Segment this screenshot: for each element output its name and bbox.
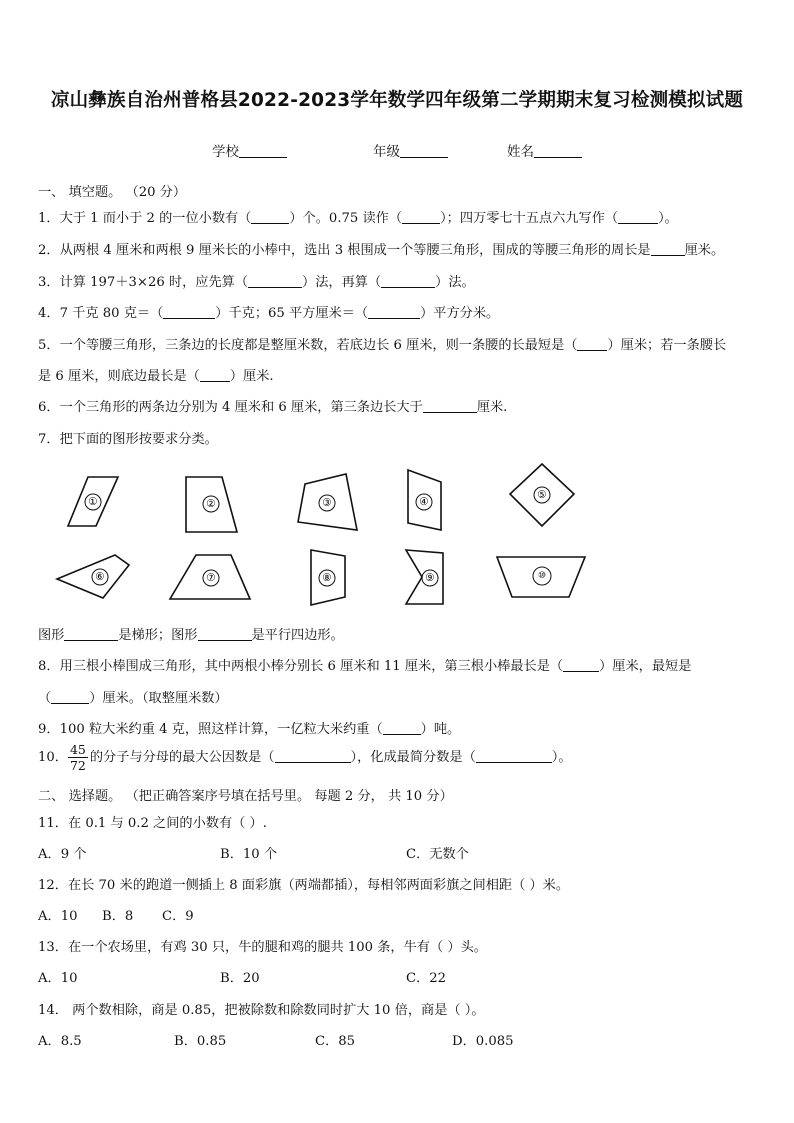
- shape-7: [170, 555, 250, 599]
- grade-label: 年级: [373, 144, 400, 160]
- answer-blank[interactable]: [200, 367, 230, 382]
- school-label: 学校: [212, 144, 239, 160]
- shape-label: ①: [88, 496, 98, 508]
- answer-blank[interactable]: [64, 626, 118, 641]
- answer-blank[interactable]: [563, 657, 599, 672]
- question-3: 3．计算 197＋3×26 时，应先算（ ）法，再算（ ）法。: [38, 275, 475, 290]
- answer-blank[interactable]: [251, 209, 289, 224]
- question-8-cont: （ ）厘米。（取整厘米数）: [38, 691, 228, 706]
- grade-field: [373, 140, 448, 160]
- name-label: 姓名: [507, 144, 534, 160]
- option-c[interactable]: C．无数个: [406, 847, 469, 862]
- shape-label: ④: [419, 496, 429, 508]
- option-b[interactable]: B．20: [220, 971, 260, 986]
- question-12: 12．在长 70 米的跑道一侧插上 8 面彩旗（两端都插），每相邻两面彩旗之间相距（ ）米。: [38, 878, 570, 893]
- shape-4: [408, 470, 441, 530]
- question-14: 14． 两个数相除，商是 0.85，把被除数和除数同时扩大 10 倍，商是（ ）。: [38, 1003, 485, 1018]
- shape-6: [57, 555, 129, 598]
- shape-5: [510, 464, 574, 526]
- answer-blank[interactable]: [275, 748, 351, 763]
- question-6: 6．一个三角形的两条边分别为 4 厘米和 6 厘米，第三条边长大于 厘米.: [38, 400, 508, 415]
- section-2-heading: 二、 选择题。 （把正确答案序号填在括号里。 每题 2 分， 共 10 分）: [38, 789, 453, 804]
- page-title: 凉山彝族自治州普格县2022-2023学年数学四年级第二学期期末复习检测模拟试题: [50, 90, 744, 111]
- answer-blank[interactable]: [368, 304, 420, 319]
- shape-label: ⑨: [425, 572, 435, 584]
- question-9: 9．100 粒大米约重 4 克，照这样计算，一亿粒大米约重（ ）吨。: [38, 722, 461, 737]
- option-a[interactable]: A．10: [38, 909, 78, 924]
- shape-label: ⑩: [537, 571, 547, 581]
- shape-9: [406, 550, 443, 604]
- shape-2: [186, 477, 237, 532]
- question-5: 5．一个等腰三角形，三条边的长度都是整厘米数，若底边长 6 厘米，则一条腰的长最短是（ ）厘米；若一条腰长: [38, 338, 727, 353]
- option-a[interactable]: A．9 个: [38, 847, 87, 862]
- shapes-figure: [0, 450, 794, 620]
- question-7: 7．把下面的图形按要求分类。: [38, 432, 218, 447]
- shape-label: ⑧: [322, 572, 332, 584]
- shape-label: ②: [206, 498, 216, 510]
- shape-label: ⑦: [206, 572, 216, 584]
- name-blank[interactable]: [534, 143, 582, 158]
- fraction-numerator: 45: [69, 742, 86, 757]
- option-c[interactable]: C．22: [406, 971, 447, 986]
- question-2: 2．从两根 4 厘米和两根 9 厘米长的小棒中，选出 3 根围成一个等腰三角形，围成的等腰三角形的周长是 厘米。: [38, 243, 725, 258]
- answer-blank[interactable]: [402, 209, 440, 224]
- option-a[interactable]: A．10: [38, 971, 78, 986]
- name-field: [507, 140, 582, 160]
- answer-blank[interactable]: [51, 689, 89, 704]
- option-b[interactable]: B．0.85: [174, 1034, 227, 1049]
- answer-blank[interactable]: [248, 273, 302, 288]
- option-b[interactable]: B．10 个: [220, 847, 278, 862]
- answer-blank[interactable]: [618, 209, 658, 224]
- question-5-cont: 是 6 厘米，则底边最长是（ ）厘米.: [38, 369, 274, 384]
- shape-1: [68, 477, 118, 526]
- section-1-heading: 一、 填空题。 （20 分）: [38, 185, 187, 200]
- answer-blank[interactable]: [423, 398, 477, 413]
- answer-blank[interactable]: [198, 626, 252, 641]
- answer-blank[interactable]: [163, 304, 215, 319]
- answer-blank[interactable]: [381, 273, 435, 288]
- school-field: [212, 140, 287, 160]
- question-7-answer: 图形 是梯形；图形 是平行四边形。: [38, 628, 344, 643]
- answer-blank[interactable]: [651, 241, 685, 256]
- grade-blank[interactable]: [400, 143, 448, 158]
- option-c[interactable]: C．85: [315, 1034, 356, 1049]
- shape-3: [298, 474, 357, 530]
- question-10: 10． $\frac{45}{72}$ 的分子与分母的最大公因数是（ ），化成最简分数是（ ）。: [38, 742, 572, 773]
- option-d[interactable]: D．0.085: [452, 1034, 514, 1049]
- question-1: 1．大于 1 而小于 2 的一位小数有（ ）个。0.75 读作（ ）；四万零七十五点六九写作（ ）。: [38, 211, 678, 226]
- option-c[interactable]: C．9: [162, 909, 194, 924]
- option-b[interactable]: B．8: [102, 909, 134, 924]
- answer-blank[interactable]: [577, 336, 607, 351]
- shape-label: ③: [322, 497, 332, 509]
- school-blank[interactable]: [239, 143, 287, 158]
- shape-10: [497, 557, 585, 597]
- question-8: 8．用三根小棒围成三角形，其中两根小棒分别长 6 厘米和 11 厘米，第三根小棒最长是（ ）厘米，最短是: [38, 659, 692, 674]
- question-11: 11．在 0.1 与 0.2 之间的小数有（ ）.: [38, 816, 267, 831]
- answer-blank[interactable]: [476, 748, 552, 763]
- question-4: 4．7 千克 80 克＝（ ）千克；65 平方厘米＝（ ）平方分米。: [38, 306, 500, 321]
- shape-8: [311, 550, 345, 605]
- option-a[interactable]: A．8.5: [38, 1034, 82, 1049]
- shape-label: ⑤: [537, 489, 547, 501]
- shape-label: ⑥: [95, 571, 105, 583]
- fraction: [68, 742, 88, 773]
- fraction-denominator: 72: [69, 758, 86, 773]
- answer-blank[interactable]: [383, 720, 421, 735]
- question-13: 13．在一个农场里，有鸡 30 只，牛的腿和鸡的腿共 100 条，牛有（ ）头。: [38, 940, 487, 955]
